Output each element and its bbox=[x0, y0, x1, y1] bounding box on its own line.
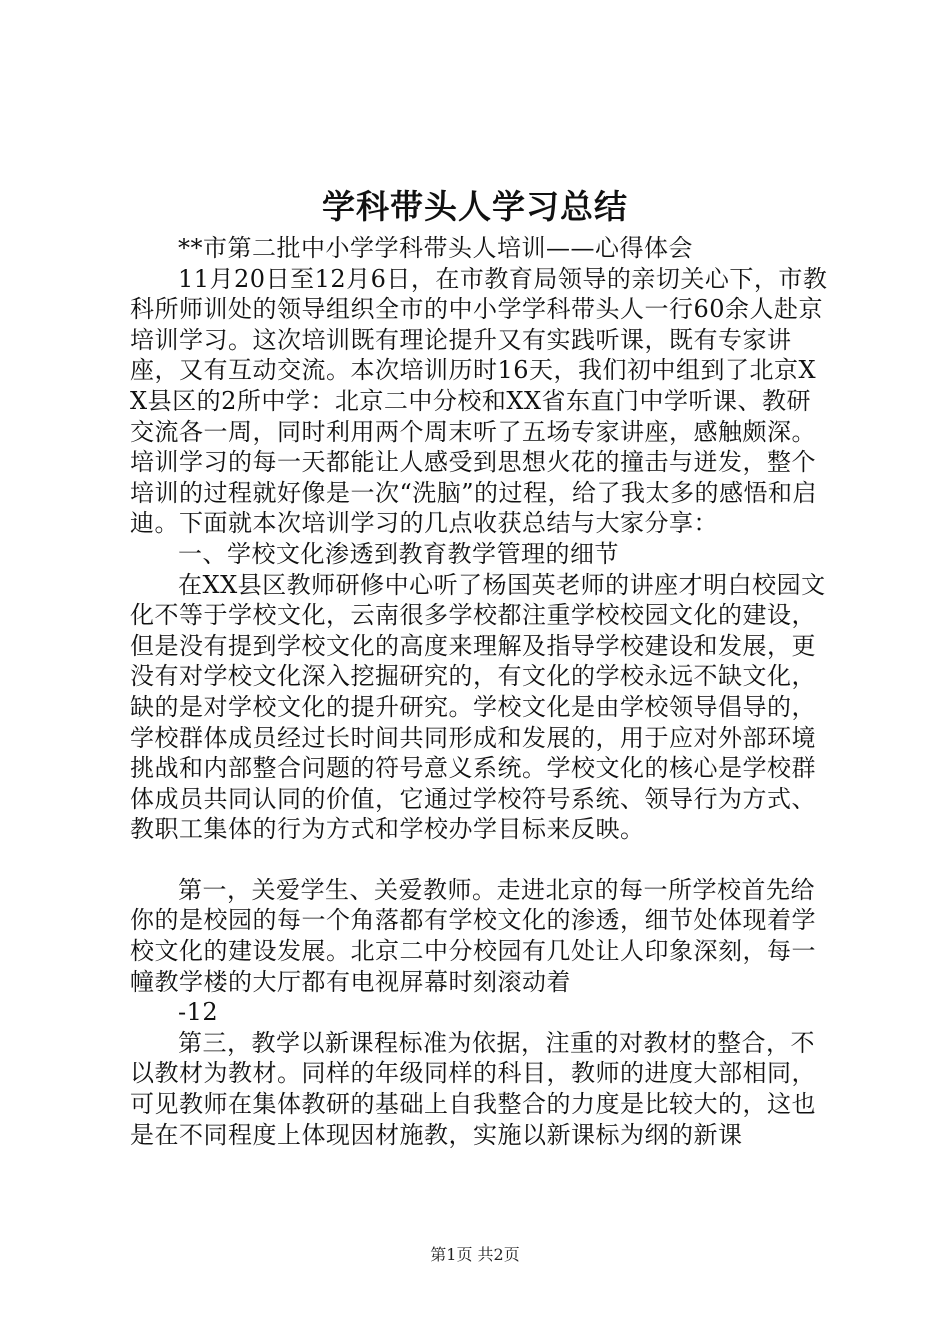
subtitle-paragraph: **市第二批中小学学科带头人培训——心得体会 bbox=[178, 234, 693, 262]
point-one-paragraph: 第一，关爱学生、关爱教师。走进北京的每一所学校首先给你的是校园的每一个角落都有学校文化的渗透，细节处体现着学校文化的建设发展。北京二中分校园有几处让人印象深刻，每一幢教学楼的大厅都有电视屏幕时刻滚动着 bbox=[130, 875, 816, 996]
document-title: 学科带头人学习总结 bbox=[322, 187, 628, 226]
page-marker: -12 bbox=[178, 998, 219, 1027]
culture-paragraph: 在XX县区教师研修中心听了杨国英老师的讲座才明白校园文化不等于学校文化，云南很多学校都注重学校校园文化的建设，但是没有提到学校文化的高度来理解及指导学校建设和发展，更没有对学校文化深入挖掘研究的，有文化的学校永远不缺文化，缺的是对学校文化的提升研究。学校文化是由学校领导倡导的，学校群体成员经过长时间共同形成和发展的，用于应对外部环境挑战和内部整合问题的符号意义系统。学校文化的核心是学校群体成员共同认同的价值，它通过学校符号系统、领导行为方式、教职工集体的行为方式和学校办学目标来反映。 bbox=[130, 570, 826, 844]
section-heading: 一、学校文化渗透到教育教学管理的细节 bbox=[178, 539, 619, 568]
intro-paragraph: 11月20日至12月6日，在市教育局领导的亲切关心下，市教科所师训处的领导组织全市的中小学学科带头人一行60余人赴京培训学习。这次培训既有理论提升又有实践听课，既有专家讲座，又有互动交流。本次培训历时16天，我们初中组到了北京XX县区的2所中学：北京二中分校和XX省东直门中学听课、教研交流各一周，同时利用两个周末听了五场专家讲座，感触颇深。培训学习的每一天都能让人感受到思想火花的撞击与迸发，整个培训的过程就好像是一次“洗脑”的过程，给了我太多的感悟和启迪。下面就本次培训学习的几点收获总结与大家分享： bbox=[130, 264, 828, 538]
page-footer: 第1页 共2页 bbox=[430, 1245, 520, 1264]
document-body bbox=[130, 233, 830, 1150]
point-three-paragraph: 第三，教学以新课程标准为依据，注重的对教材的整合，不以教材为教材。同样的年级同样的科目，教师的进度大部相同，可见教师在集体教研的基础上自我整合的力度是比较大的，这也是在不同程度上体现因材施教，实施以新课标为纲的新课 bbox=[130, 1028, 816, 1149]
